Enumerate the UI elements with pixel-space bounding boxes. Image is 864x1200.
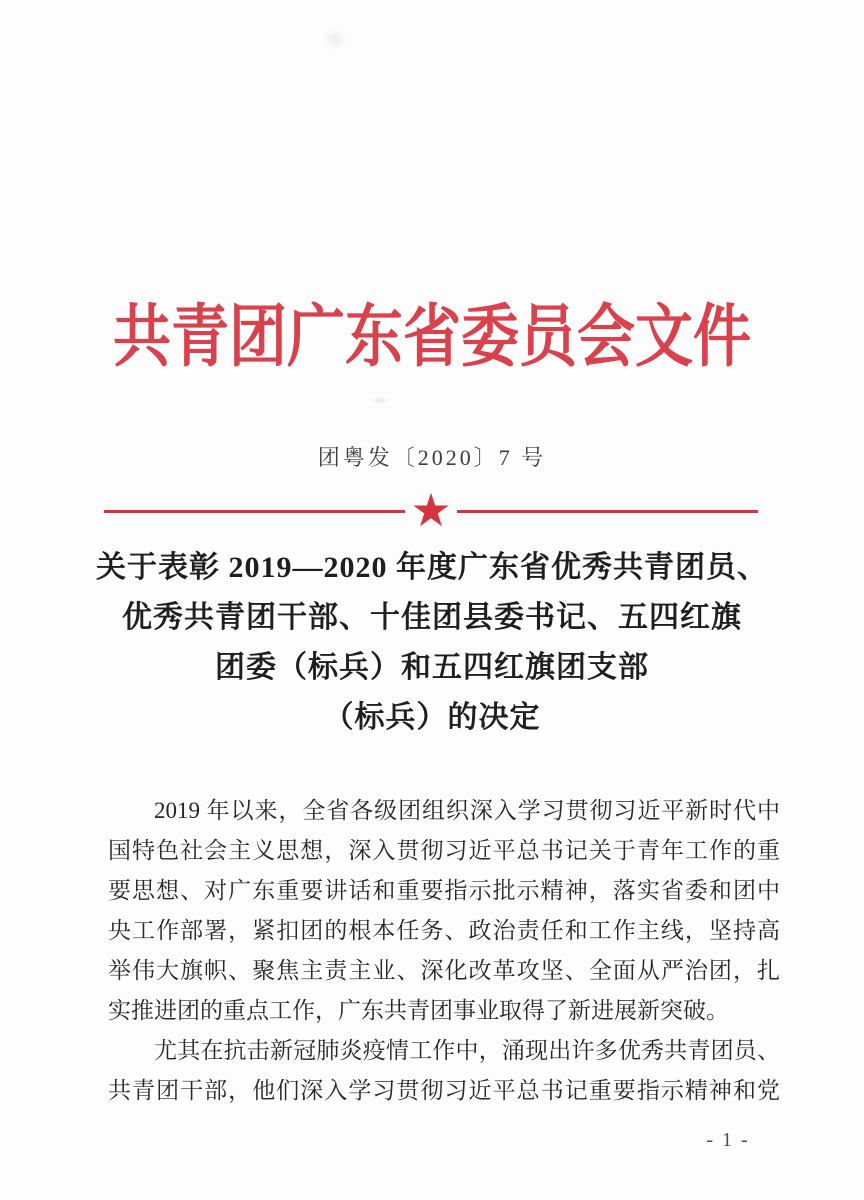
document-body: [108, 791, 780, 1111]
body-text-line: 共青团干部，他们深入学习贯彻习近平总书记重要指示精神和党: [108, 1078, 780, 1103]
scan-artifact: [374, 398, 386, 403]
body-text-line: 要思想、对广东重要讲话和重要指示批示精神，落实省委和团中: [108, 878, 780, 903]
page-number: - 1 -: [706, 1129, 750, 1151]
divider-line-left: [104, 510, 405, 513]
body-text-line: 2019 年以来，全省各级团组织深入学习贯彻习近平新时代中: [154, 798, 780, 823]
body-text-line: 央工作部署，紧扣团的根本任务、政治责任和工作主线，坚持高: [108, 918, 780, 943]
document-title: [60, 543, 804, 743]
body-text-line: 尤其在抗击新冠肺炎疫情工作中，涌现出许多优秀共青团员、: [154, 1038, 780, 1063]
title-line: 关于表彰 2019—2020 年度广东省优秀共青团员、: [96, 551, 768, 584]
body-text-line: 实推进团的重点工作，广东共青团事业取得了新进展新突破。: [108, 998, 729, 1023]
title-line: 优秀共青团干部、十佳团县委书记、五四红旗: [122, 601, 742, 634]
scan-artifact: [326, 32, 344, 46]
star-icon: ★: [410, 482, 452, 537]
body-text-line: 举伟大旗帜、聚焦主责主业、深化改革攻坚、全面从严治团，扎: [108, 958, 780, 983]
body-text-line: 国特色社会主义思想，深入贯彻习近平总书记关于青年工作的重: [108, 838, 780, 863]
title-line: 团委（标兵）和五四红旗团支部: [215, 651, 649, 684]
title-line: （标兵）的决定: [323, 701, 541, 734]
red-divider: [104, 482, 758, 537]
divider-line-right: [457, 510, 758, 513]
document-number: 团粤发〔2020〕7 号: [317, 445, 547, 470]
document-header-title: 共青团广东省委员会文件: [112, 298, 751, 376]
